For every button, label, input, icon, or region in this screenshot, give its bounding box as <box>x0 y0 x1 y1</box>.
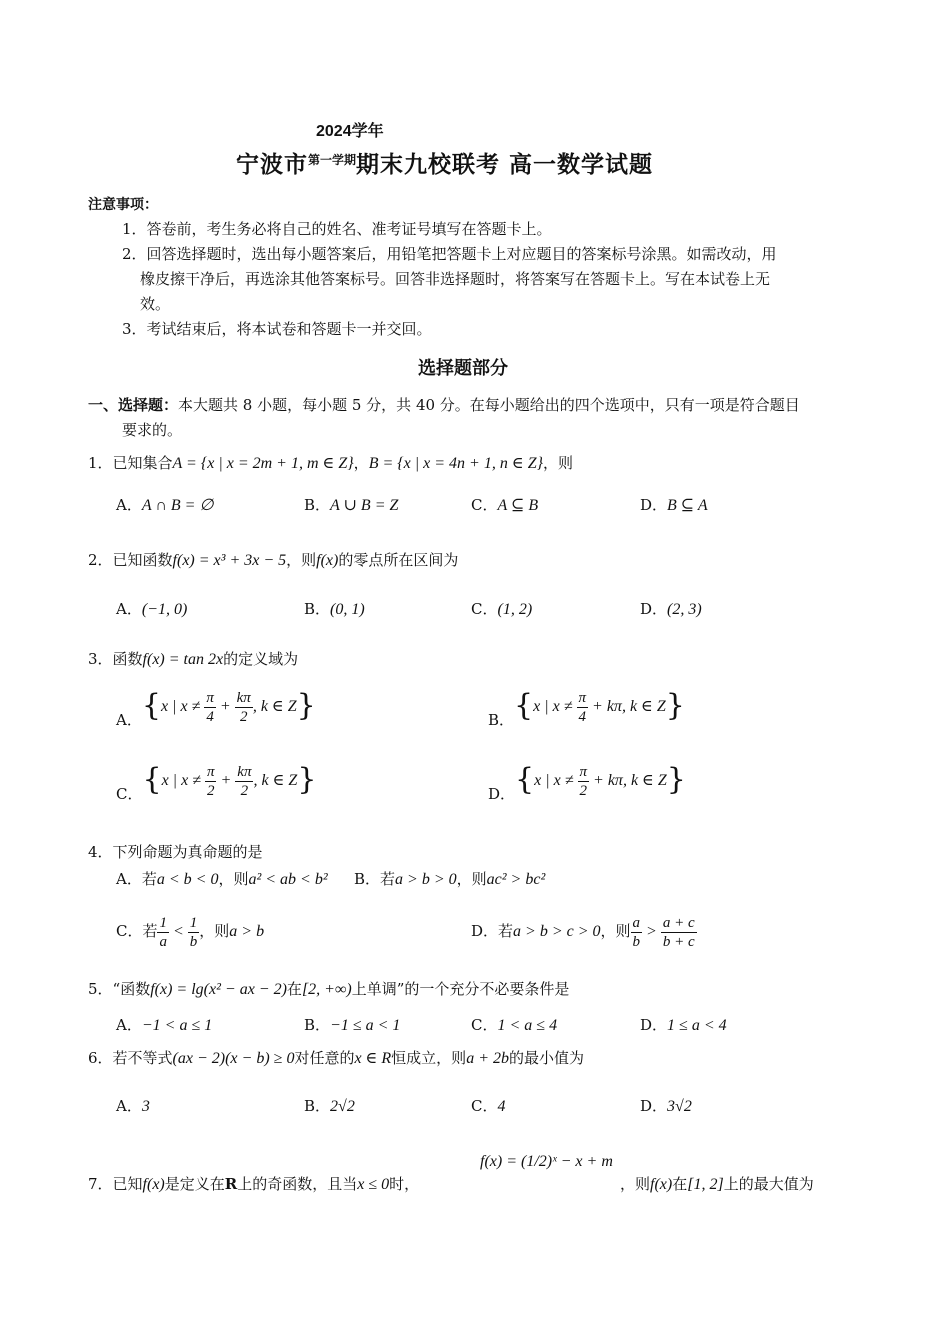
option-math: 2√2 <box>330 1098 355 1115</box>
option-math: A ∩ B = ∅ <box>141 497 214 514</box>
option-label: D． <box>488 785 516 803</box>
brace-right: } <box>296 688 316 723</box>
q2-function-ref: f(x) <box>316 552 339 569</box>
frac-den: b <box>189 934 198 950</box>
frac-den: 4 <box>578 708 587 725</box>
option-label: B． <box>304 1097 331 1115</box>
q7-mid4: ，则 <box>620 1175 651 1193</box>
option-label: A． <box>116 1016 142 1034</box>
q3-post: 的定义域为 <box>223 650 299 668</box>
plus: + <box>215 698 235 715</box>
less-than: < <box>172 923 184 941</box>
notice-item-2-cont: 橡皮擦干净后，再选涂其他答案标号。回答非选择题时，将答案写在答题卡上。写在本试卷上无 <box>140 270 771 288</box>
q7-post: 上的最大值为 <box>723 1175 814 1193</box>
page-title <box>236 146 653 179</box>
q4-d-then: ，则 <box>600 922 631 941</box>
question-2 <box>88 549 458 570</box>
q5-function: f(x) = lg(x² − ax − 2) <box>150 981 287 998</box>
q1-set-b: B = {x | x = 4n + 1, n ∈ Z} <box>368 455 543 472</box>
q3-option-d <box>488 762 686 804</box>
option-label: C． <box>116 785 143 803</box>
q6-option-c <box>471 1095 505 1116</box>
q6-option-b <box>304 1095 355 1116</box>
option-label: C． <box>471 1097 498 1115</box>
notice-item-3: 3．考试结束后，将本试卷和答题卡一并交回。 <box>122 320 432 338</box>
question-4: 4．下列命题为真命题的是 <box>88 843 263 861</box>
option-label: A．若 <box>116 870 157 888</box>
q6-post: 的最小值为 <box>508 1049 584 1067</box>
frac-den: a <box>159 934 167 950</box>
q3-option-a <box>116 688 316 730</box>
part1-label: 一、选择题： <box>88 396 179 414</box>
option-label: B．若 <box>354 870 396 888</box>
notice-label: 注意事项： <box>88 197 158 213</box>
option-math: (0, 1) <box>330 601 365 618</box>
q4-b-then: ，则 <box>456 870 487 888</box>
q1-option-a <box>116 494 213 515</box>
q7-mid3: 时， <box>389 1175 420 1193</box>
title-city: 宁波市 <box>236 151 308 178</box>
q4-a-result: a² < ab < b² <box>248 871 328 888</box>
q7-reals: R <box>224 1175 238 1193</box>
q2-mid: ，则 <box>286 551 317 569</box>
q4-option-d <box>471 914 697 951</box>
option-math: B ⊆ A <box>667 497 708 514</box>
brace-left: { <box>142 762 162 797</box>
set-tail: + kπ, k ∈ Z <box>588 698 666 715</box>
option-math: −1 < a ≤ 1 <box>141 1017 213 1034</box>
option-math: 3√2 <box>667 1098 692 1115</box>
title-term: 第一学期 <box>308 153 357 167</box>
frac-den: 2 <box>240 782 249 799</box>
q1-stem: 1．已知集合 <box>88 454 173 472</box>
q5-mid: 在 <box>286 980 302 998</box>
set-tail: + kπ, k ∈ Z <box>589 772 667 789</box>
option-label: D． <box>640 600 668 618</box>
q4-a-then: ，则 <box>218 870 249 888</box>
option-label: D． <box>640 496 668 514</box>
option-label: A． <box>116 496 142 514</box>
frac-num: a <box>632 915 641 931</box>
q2-option-a <box>116 598 187 619</box>
q4-option-b <box>354 868 545 889</box>
q4-option-a <box>116 868 328 889</box>
q3-stem: 3．函数 <box>88 650 143 668</box>
q6-domain: x ∈ R <box>354 1050 392 1067</box>
brace-right: } <box>666 762 686 797</box>
exam-year: 2024学年 <box>316 123 384 140</box>
q1-option-d <box>640 494 708 515</box>
option-label: B． <box>488 711 515 729</box>
q5-interval: [2, +∞) <box>301 981 352 998</box>
q7-stem: 7．已知 <box>88 1175 143 1193</box>
q2-stem: 2．已知函数 <box>88 551 173 569</box>
notice-item-2-end: 效。 <box>140 295 171 313</box>
frac-den: 2 <box>239 708 248 725</box>
notice-item-1: 1．答卷前，考生务必将自己的姓名、准考证号填写在答题卡上。 <box>122 220 552 238</box>
q7-condition: x ≤ 0 <box>357 1176 390 1193</box>
q3-option-b <box>488 688 685 730</box>
frac-den: 2 <box>206 782 215 799</box>
q5-option-a <box>116 1014 212 1035</box>
set-builder: x | x ≠ <box>534 772 578 789</box>
set-builder: x | x ≠ <box>533 698 577 715</box>
brace-right: } <box>665 688 685 723</box>
q4-option-c <box>116 914 264 951</box>
option-label: D． <box>640 1097 668 1115</box>
option-label: C． <box>471 1016 498 1034</box>
option-math: −1 ≤ a < 1 <box>330 1017 401 1034</box>
frac-den: 4 <box>206 708 214 725</box>
q7-mid: 是定义在 <box>164 1175 225 1193</box>
q3-function: f(x) = tan 2x <box>142 651 224 668</box>
q5-stem: 5．“函数 <box>88 980 151 998</box>
q4-b-condition: a > b > 0 <box>395 871 457 888</box>
q2-function: f(x) = x³ + 3x − 5 <box>172 552 287 569</box>
frac-num: kπ <box>237 763 252 780</box>
option-math: 3 <box>141 1098 150 1115</box>
option-math: (−1, 0) <box>141 601 188 618</box>
q4-a-condition: a < b < 0 <box>156 871 219 888</box>
q1-option-c <box>471 494 538 515</box>
option-label: B． <box>304 1016 331 1034</box>
question-7 <box>88 1173 419 1194</box>
question-1 <box>88 452 573 473</box>
q5-option-d <box>640 1014 727 1035</box>
q5-option-c <box>471 1014 557 1035</box>
q6-stem: 6．若不等式 <box>88 1049 173 1067</box>
q1-comma: ， <box>353 454 369 472</box>
option-math: A ⊆ B <box>497 497 539 514</box>
q7-function-ref: f(x) <box>650 1176 673 1193</box>
q1-set-a: A = {x | x = 2m + 1, m ∈ Z} <box>172 455 354 472</box>
q4-b-result: ac² > bc² <box>486 871 546 888</box>
brace-left: { <box>141 688 161 723</box>
part1-instruction <box>88 394 800 415</box>
q6-inequality: (ax − 2)(x − b) ≥ 0 <box>172 1050 295 1067</box>
q4-c-result: a > b <box>229 923 265 941</box>
brace-left: { <box>515 762 535 797</box>
brace-left: { <box>514 688 534 723</box>
title-main: 期末九校联考 高一数学试题 <box>356 151 654 178</box>
frac-num: π <box>578 689 587 706</box>
option-math: (2, 3) <box>667 601 702 618</box>
q7-function: f(x) <box>142 1176 165 1193</box>
question-6 <box>88 1047 584 1068</box>
q7-interval: [1, 2] <box>687 1176 724 1193</box>
frac-den: b <box>632 934 641 950</box>
frac-num: π <box>579 763 588 780</box>
option-math: (1, 2) <box>497 601 533 618</box>
option-label: C．若 <box>116 922 158 941</box>
q6-mid: 对任意的 <box>294 1049 355 1067</box>
option-label: A． <box>116 600 142 618</box>
section-title: 选择题部分 <box>418 358 508 379</box>
frac-num: kπ <box>236 689 251 706</box>
q5-post: 上单调”的一个充分不必要条件是 <box>351 980 570 998</box>
set-tail: , k ∈ Z <box>252 698 297 715</box>
frac-num: 1 <box>159 915 167 931</box>
q6-expression: a + 2b <box>466 1050 509 1067</box>
q6-mid2: 恒成立，则 <box>391 1049 467 1067</box>
q2-post: 的零点所在区间为 <box>338 551 459 569</box>
question-7-tail <box>620 1173 814 1194</box>
q7-mid5: 在 <box>672 1175 688 1193</box>
frac-den: b + c <box>662 934 695 950</box>
option-label: C． <box>471 600 498 618</box>
q3-option-c <box>116 762 316 804</box>
frac-num: a + c <box>662 915 695 931</box>
q7-definition-math: f(x) = (1/2)ˣ − x + m <box>480 1153 613 1170</box>
option-label: D． <box>640 1016 668 1034</box>
question-3 <box>88 648 298 669</box>
q1-post: ，则 <box>543 454 574 472</box>
option-label: A． <box>116 711 142 729</box>
option-math: 4 <box>497 1098 506 1115</box>
option-label: A． <box>116 1097 142 1115</box>
option-label: D．若 <box>471 922 514 941</box>
notice-item-2: 2．回答选择题时，选出每小题答案后，用铅笔把答题卡上对应题目的答案标号涂黑。如需改动，用 <box>122 245 777 263</box>
option-math: 1 ≤ a < 4 <box>667 1017 727 1034</box>
set-builder: x | x ≠ <box>160 698 205 715</box>
set-builder: x | x ≠ <box>161 772 205 789</box>
q4-c-then: ，则 <box>199 922 230 941</box>
option-label: B． <box>304 600 331 618</box>
question-5 <box>88 978 569 999</box>
frac-num: 1 <box>189 915 198 931</box>
q2-option-c <box>471 598 532 619</box>
q4-d-condition: a > b > c > 0 <box>513 923 601 941</box>
q5-option-b <box>304 1014 400 1035</box>
q2-option-b <box>304 598 365 619</box>
q7-mid2: 上的奇函数，且当 <box>237 1175 358 1193</box>
q2-option-d <box>640 598 702 619</box>
q1-option-b <box>304 494 398 515</box>
frac-num: π <box>206 689 214 706</box>
q6-option-d <box>640 1095 692 1116</box>
frac-num: π <box>206 763 215 780</box>
set-tail: , k ∈ Z <box>253 772 298 789</box>
option-label: C． <box>471 496 498 514</box>
part1-text-cont: 要求的。 <box>122 421 183 439</box>
q6-option-a <box>116 1095 150 1116</box>
plus: + <box>216 772 236 789</box>
greater-than: > <box>646 923 657 941</box>
frac-den: 2 <box>579 782 588 799</box>
option-label: B． <box>304 496 331 514</box>
option-math: 1 < a ≤ 4 <box>497 1017 558 1034</box>
brace-right: } <box>297 762 317 797</box>
q7-function-definition <box>480 1152 613 1171</box>
option-math: A ∪ B = Z <box>330 497 399 514</box>
part1-text: 本大题共 8 小题，每小题 5 分，共 40 分。在每小题给出的四个选项中，只有一项是符合题目 <box>178 396 800 414</box>
